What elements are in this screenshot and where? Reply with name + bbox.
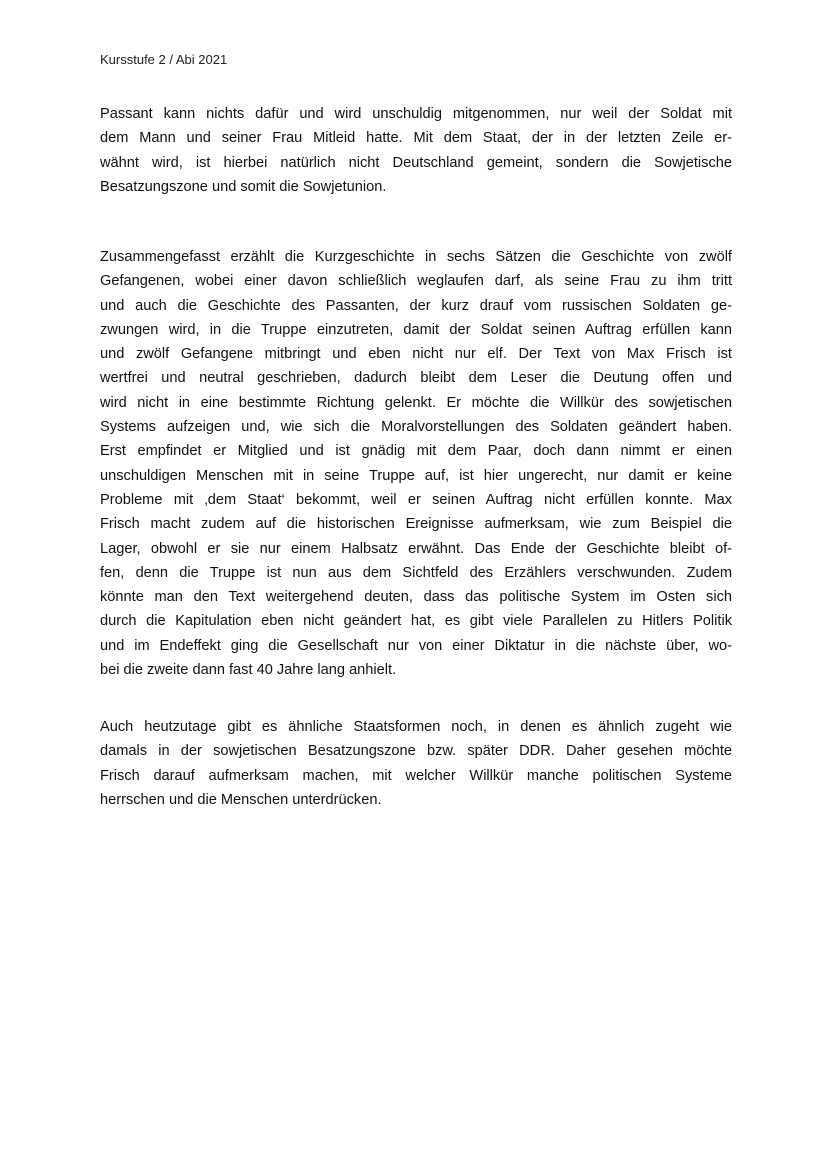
paragraph-line: Auch heutzutage gibt es ähnliche Staatsformen noch, in denen es ähnlich zugeht wie — [100, 719, 732, 735]
paragraph-line: könnte man den Text weitergehend deuten, dass das politische System im Osten sich — [100, 589, 732, 606]
paragraph-line: Besatzungszone und somit die Sowjetunion. — [100, 178, 387, 195]
paragraph-line: Frisch macht zudem auf die historischen Ereignisse aufmerksam, wie zum Beispiel die — [100, 516, 732, 533]
paragraph-line: und auch die Geschichte des Passanten, der kurz drauf vom russischen Soldaten ge- — [100, 297, 732, 314]
paragraph-line: und im Endeffekt ging die Gesellschaft nur von einer Diktatur in die nächste über, wo- — [100, 637, 732, 654]
paragraph-line: Frisch darauf aufmerksam machen, mit welcher Willkür manche politischen Systeme — [100, 767, 732, 784]
paragraph-line: dem Mann und seiner Frau Mitleid hatte. Mit dem Staat, der in der letzten Zeile er- — [100, 130, 732, 147]
paragraph-line: herrschen und die Menschen unterdrücken. — [100, 791, 382, 808]
paragraph-line: damals in der sowjetischen Besatzungszone bzw. später DDR. Daher gesehen möchte — [100, 743, 732, 760]
paragraph-line: Zusammengefasst erzählt die Kurzgeschichte in sechs Sätzen die Geschichte von zwölf — [100, 249, 732, 265]
paragraph-3 — [100, 715, 732, 812]
paragraph-1 — [100, 102, 732, 199]
paragraph-line: durch die Kapitulation eben nicht geändert hat, es gibt viele Parallelen zu Hitlers Politik — [100, 613, 732, 630]
paragraph-line: Erst empfindet er Mitglied und ist gnädig mit dem Paar, doch dann nimmt er einen — [100, 443, 732, 460]
paragraph-line: Probleme mit ‚dem Staat‘ bekommt, weil er seinen Auftrag nicht erfüllen konnte. Max — [100, 491, 732, 508]
paragraph-line: Passant kann nichts dafür und wird unschuldig mitgenommen, nur weil der Soldat mit — [100, 106, 732, 122]
paragraph-2 — [100, 245, 732, 682]
page-header: Kursstufe 2 / Abi 2021 — [100, 52, 228, 67]
paragraph-line: wird nicht in eine bestimmte Richtung gelenkt. Er möchte die Willkür des sowjetischen — [100, 394, 732, 411]
paragraph-line: bei die zweite dann fast 40 Jahre lang anhielt. — [100, 662, 397, 679]
paragraph-line: wähnt wird, ist hierbei natürlich nicht Deutschland gemeint, sondern die Sowjetische — [100, 154, 732, 171]
paragraph-line: Lager, obwohl er sie nur einem Halbsatz erwähnt. Das Ende der Geschichte bleibt of- — [100, 540, 732, 557]
paragraph-line: Gefangenen, wobei einer davon schließlich weglaufen darf, als seine Frau zu ihm tritt — [100, 273, 732, 290]
paragraph-line: Systems aufzeigen und, wie sich die Moralvorstellungen des Soldaten geändert haben. — [100, 419, 732, 436]
paragraph-line: zwungen wird, in die Truppe einzutreten, damit der Soldat seinen Auftrag erfüllen kann — [100, 321, 732, 338]
paragraph-line: wertfrei und neutral geschrieben, dadurch bleibt dem Leser die Deutung offen und — [100, 370, 732, 387]
paragraph-line: fen, denn die Truppe ist nun aus dem Sichtfeld des Erzählers verschwunden. Zudem — [100, 564, 732, 581]
paragraph-line: unschuldigen Menschen mit in seine Truppe auf, ist hier ungerecht, nur damit er keine — [100, 467, 732, 484]
paragraph-line: und zwölf Gefangene mitbringt und eben nicht nur elf. Der Text von Max Frisch ist — [100, 346, 732, 363]
